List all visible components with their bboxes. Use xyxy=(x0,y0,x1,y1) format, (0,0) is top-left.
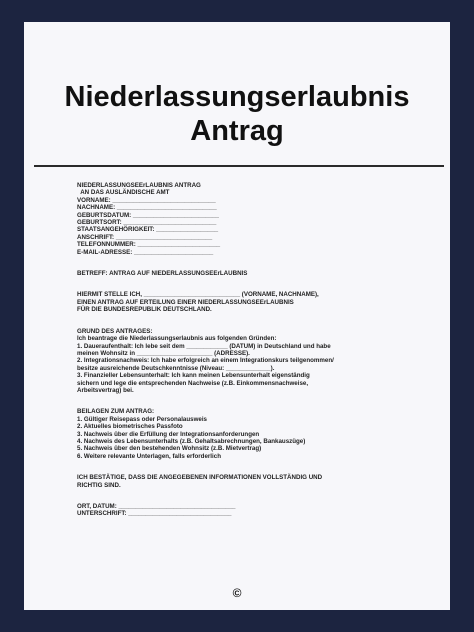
subject-line: BETREFF: ANTRAG AUF NIEDERLASSUNGSEErLAUBNIS xyxy=(77,270,248,278)
form-heading: NIEDERLASSUNGSEErLAUBNIS ANTRAG xyxy=(77,182,201,189)
attachments-heading: BEILAGEN ZUM ANTRAG: xyxy=(77,408,155,416)
reasons-line: meinen Wohnsitz in ______________________ (ADRESSE). xyxy=(77,349,250,357)
reasons-line: 3. Finanzieller Lebensunterhalt: Ich kann meinen Lebensunterhalt eigenständig xyxy=(77,372,310,380)
reasons-line: 1. Daueraufenthalt: Ich lebe seit dem ____________ (DATUM) in Deutschland und habe xyxy=(77,342,331,350)
intro-line: FÜR DIE BUNDESREPUBLIK DEUTSCHLAND. xyxy=(77,306,212,314)
confirmation-paragraph xyxy=(77,474,437,489)
reasons-line: 2. Integrationsnachweis: Ich habe erfolgreich an einem Integrationskurs teilgenommen/ xyxy=(77,357,334,365)
reasons-line: Arbeitsvertrag) bei. xyxy=(77,386,134,394)
field-geburtsort: GEBURTSORT: ___________________________ xyxy=(77,219,217,227)
field-email: E-MAIL-ADRESSE: _______________________ xyxy=(77,248,214,256)
intro-paragraph xyxy=(77,291,437,313)
attachment-item: 1. Gültiger Reisepass oder Personalausweis xyxy=(77,415,207,423)
intro-line: EINEN ANTRAG AUF ERTEILUNG EINER NIEDERLASSUNGSEErLAUBNIS xyxy=(77,298,294,306)
attachment-item: 4. Nachweis des Lebensunterhalts (z.B. Gehaltsabrechnungen, Bankauszüge) xyxy=(77,437,306,445)
authority-line: AN DAS AUSLÄNDISCHE AMT xyxy=(77,189,170,197)
signature-field: UNTERSCHRIFT: ______________________________ xyxy=(77,510,232,518)
field-staatsangehoerigkeit: STAATSANGEHÖRIGKEIT: __________________ xyxy=(77,226,219,234)
reasons-line: besitze ausreichende Deutschkenntnisse (Niveau: _____________). xyxy=(77,364,275,372)
field-vorname: VORNAME: ______________________________ xyxy=(77,196,216,204)
field-anschrift: ANSCHRIFT: ____________________________ xyxy=(77,233,213,241)
field-nachname: NACHNAME: _____________________________ xyxy=(77,204,217,212)
reasons-line: sichern und lege die entsprechenden Nachweise (z.B. Einkommensnachweise, xyxy=(77,379,309,387)
reasons-section xyxy=(77,328,437,395)
signature-block xyxy=(77,503,437,518)
title-line-2: Antrag xyxy=(190,115,284,147)
title-divider xyxy=(34,165,444,167)
intro-line: HIERMIT STELLE ICH, ____________________________ (VORNAME, NACHNAME), xyxy=(77,291,319,299)
place-date-field: ORT, DATUM: __________________________________ xyxy=(77,503,236,510)
attachment-item: 3. Nachweis über die Erfüllung der Integrationsanforderungen xyxy=(77,430,260,438)
header-block xyxy=(77,182,437,256)
document-page xyxy=(24,22,450,610)
field-geburtsdatum: GEBURTSDATUM: _________________________ xyxy=(77,211,219,219)
reasons-heading: GRUND DES ANTRAGES: xyxy=(77,327,153,335)
attachment-item: 5. Nachweis über den bestehenden Wohnsitz (z.B. Mietvertrag) xyxy=(77,445,262,453)
attachment-item: 2. Aktuelles biometrisches Passfoto xyxy=(77,423,183,431)
attachment-item: 6. Weitere relevante Unterlagen, falls erforderlich xyxy=(77,452,221,460)
title-line-1: Niederlassungserlaubnis xyxy=(64,81,410,113)
confirmation-line: ICH BESTÄTIGE, DASS DIE ANGEGEBENEN INFORMATIONEN VOLLSTÄNDIG UND xyxy=(77,474,323,482)
confirmation-line: RICHTIG SIND. xyxy=(77,481,121,489)
copyright-symbol: © xyxy=(232,586,242,600)
form-body xyxy=(77,182,437,518)
attachments-section xyxy=(77,408,437,460)
document-title xyxy=(24,80,450,148)
reasons-line: Ich beantrage die Niederlassungserlaubnis aus folgenden Gründen: xyxy=(77,335,277,343)
field-telefonnummer: TELEFONNUMMER: ________________________ xyxy=(77,241,221,249)
